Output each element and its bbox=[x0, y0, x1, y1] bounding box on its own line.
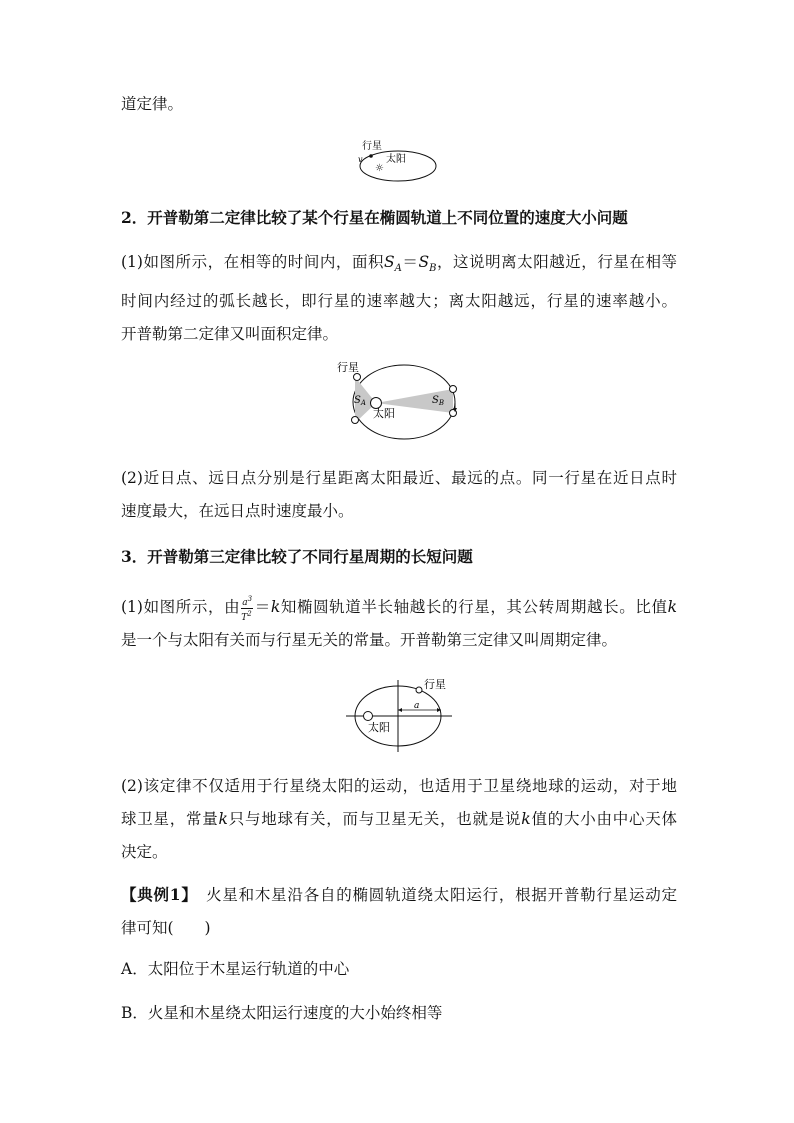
sun-label: 太阳 bbox=[368, 721, 390, 734]
example-line2: 律可知( ) bbox=[121, 919, 211, 937]
option-a: A．太阳位于木星运行轨道的中心 bbox=[121, 960, 350, 978]
heading-third-law: 3．开普勒第三定律比较了不同行星周期的长短问题 bbox=[121, 547, 473, 566]
sun-label: 太阳 bbox=[373, 407, 395, 420]
example-line1: 【典例1】 火星和木星沿各自的椭圆轨道绕太阳运行，根据开普勒行星运动定 bbox=[121, 885, 677, 904]
figure-orbit-third-law bbox=[346, 676, 454, 752]
option-b: B．火星和木星绕太阳运行速度的大小始终相等 bbox=[121, 1004, 443, 1022]
fraction-a3-t2: $\frac{a^3}{T^2}$ bbox=[241, 594, 253, 623]
planet-label: 行星 bbox=[362, 141, 382, 152]
planet-circle bbox=[416, 687, 422, 693]
sa-label: $S_A$ bbox=[354, 395, 366, 407]
p1-line3: 开普勒第二定律又叫面积定律。 bbox=[121, 325, 339, 344]
p2-line1: (2)近日点、远日点分别是行星距离太阳最近、最远的点。同一行星在近日点时 bbox=[121, 469, 677, 487]
planet-dot bbox=[369, 154, 373, 158]
p3-line2: 是一个与太阳有关而与行星无关的常量。开普勒第三定律又叫周期定律。 bbox=[121, 631, 618, 649]
example-question bbox=[121, 878, 677, 945]
planet-circle bbox=[354, 374, 361, 381]
heading-second-law: 2．开普勒第二定律比较了某个行星在椭圆轨道上不同位置的速度大小问题 bbox=[121, 208, 628, 227]
planet-circle bbox=[450, 386, 457, 393]
sun-icon: ☼ bbox=[375, 163, 384, 174]
figure-orbit-first-law bbox=[350, 138, 440, 188]
p1-line2: 时间内经过的弧长越长，即行星的速率越大；离太阳越远，行星的速率越小。 bbox=[121, 292, 677, 311]
paragraph-third-law-1 bbox=[121, 591, 677, 657]
sb-label: $S_B$ bbox=[432, 395, 445, 407]
p1-line1: (1)如图所示，在相等的时间内，面积$S_A=S_B$，这说明离太阳越近，行星在相等 bbox=[121, 253, 677, 275]
p4-line2: 球卫星，常量k只与地球有关，而与卫星无关，也就是说k值的大小由中心天体 bbox=[121, 810, 677, 828]
paragraph-second-law-2 bbox=[121, 462, 677, 528]
p2-line2: 速度最大，在远日点时速度最小。 bbox=[121, 502, 354, 520]
p4-line3: 决定。 bbox=[121, 843, 168, 861]
velocity-label: v bbox=[358, 155, 363, 164]
intro-text: 道定律。 bbox=[121, 95, 184, 113]
sun-circle bbox=[364, 712, 373, 721]
p4-line1: (2)该定律不仅适用于行星绕太阳的运动，也适用于卫星绕地球的运动，对于地 bbox=[121, 777, 677, 795]
planet-label: 行星 bbox=[337, 361, 359, 374]
planet-label: 行星 bbox=[424, 678, 446, 691]
paragraph-third-law-2 bbox=[121, 770, 677, 869]
example-tag: 【典例1】 bbox=[121, 885, 190, 904]
sun-label: 太阳 bbox=[386, 154, 406, 165]
p3-line1: (1)如图所示，由 $\frac{a^3}{T^2}$ ＝k知椭圆轨道半长轴越长的行星，其公转周期越长。比值k bbox=[121, 594, 677, 623]
planet-circle bbox=[352, 417, 359, 424]
figure-orbit-second-law bbox=[336, 356, 472, 444]
paragraph-second-law-1 bbox=[121, 246, 677, 351]
arrow-icon bbox=[398, 708, 402, 712]
a-label: a bbox=[414, 701, 420, 711]
